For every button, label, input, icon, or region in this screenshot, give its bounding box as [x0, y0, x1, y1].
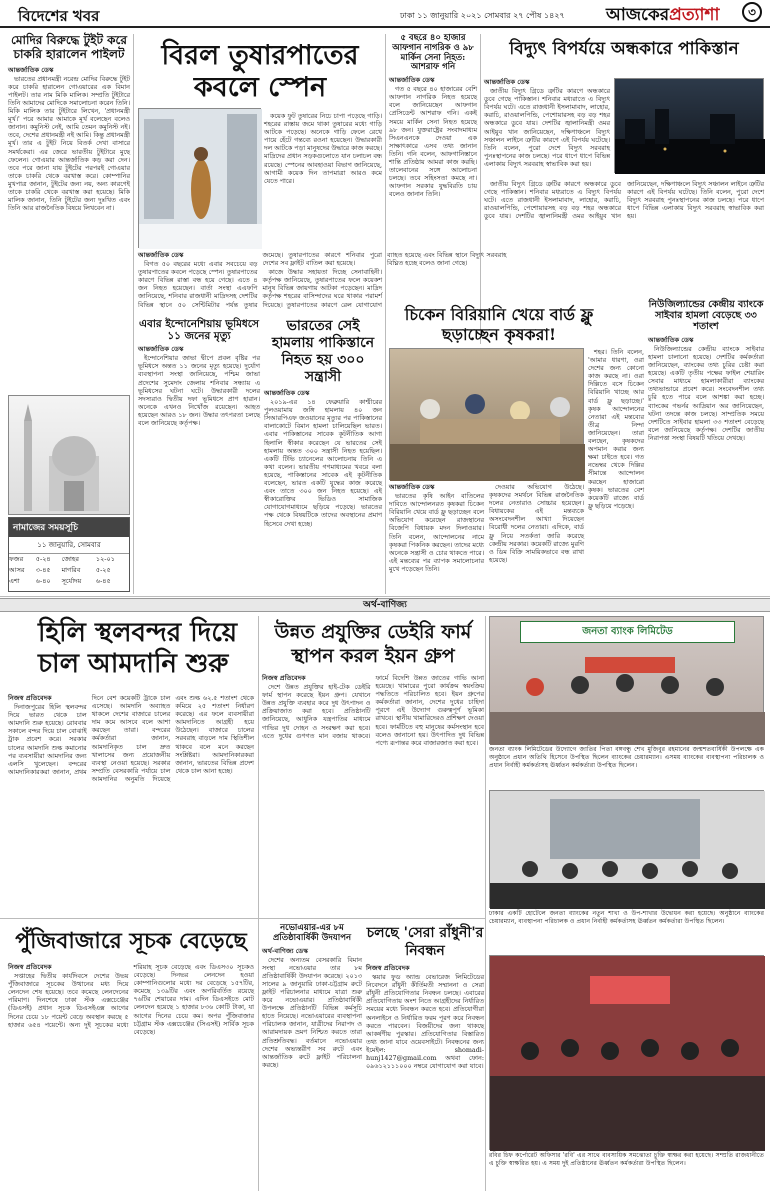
- agreement-illustration: [490, 956, 765, 1151]
- prayer-date: ১১ জানুয়ারি, সোমবার: [9, 537, 129, 554]
- mosque-illustration: [9, 396, 131, 516]
- chef-article: [366, 924, 484, 1189]
- night-city-illustration: [615, 79, 765, 174]
- nz-article: [648, 300, 764, 594]
- pak-attack-body: ২০১৯-এর ১৪ ফেব্রুয়ারি কাশ্মীরের পুলওয়ামায় জঙ্গি হামলায় ৪০ জন সিআরপিএফ জওয়ানের মৃত্যুর পর পাকিস্তানের বালাকোটে বিমান হামলা চালিয়েছিল ভারত। এবার পাকিস্তানের সাবেক কূটনীতিক আগা হিলালি স্বীকার করেছেন যে ভারতের সেই হামলায় অন্তত ৩০০ সন্ত্রাসী নিহত হয়েছিল। একটি টিভি চ্যানেলের আলোচনায় তিনি এ কথা বলেন। ভারতীয় গণমাধ্যমের খবরে বলা হয়েছে, পাকিস্তানের সাবেক এই কূটনীতিক বলেছেন, ভারত একটি যুদ্ধের কাজ করেছে এবং তাতে ৩০০ জন নিহত হয়েছে। এই স্বীকারোক্তির ভিডিও সামাজিক যোগাযোগমাধ্যমে ছড়িয়ে পড়েছে। ভারতের পক্ষ থেকে বিষয়টিকে তাদের অবস্থানের প্রমাণ হিসেবে দেখা হচ্ছে।: [264, 398, 382, 528]
- snow-scene-illustration: [139, 109, 262, 249]
- spain-body-bottom: [138, 251, 507, 313]
- modi-article: [8, 34, 130, 389]
- pakistan-power-body-cont: [484, 180, 764, 298]
- dairy-desk: নিজস্ব প্রতিবেদক: [262, 674, 306, 682]
- spain-body-3: কাজে উদ্ধার সহায়তা দিচ্ছে সেনাবাহিনী। কর্তৃপক্ষ জানিয়েছে, তুষারপাতের ফলে কয়েকশ মানুষ বিভিন্ন জায়গায় আটকা পড়েছেন। মাদ্রিদ কর্তৃপক্ষ শহরের বাসিন্দাদের ঘরে থাকার পরামর্শ দিয়েছে। তুষারপাতের কারণে রেল যোগাযোগ ব্যাহত হয়েছে এবং বিভিন্ন স্থানে বিদ্যুৎ সরবরাহ বিঘ্নিত হচ্ছে বলেও জানা গেছে।: [262, 251, 507, 309]
- pakistan-power-body: [484, 78, 610, 178]
- spain-headline: বিরল তুষারপাতের কবলে স্পেন: [161, 40, 359, 103]
- stock-article: [8, 924, 254, 1189]
- birdflu-body-main: [389, 483, 584, 593]
- column-rule: [133, 34, 134, 594]
- dairy-headline: উন্নত প্রযুক্তির ডেইরি ফার্ম স্থাপন করল ইয়ন গ্রুপ: [274, 621, 472, 667]
- modi-body: ভারতের প্রধানমন্ত্রী নরেন্দ্র মোদির বিরুদ্ধে টুইট করে চাকরি হারালেন গোএয়ারের এক বিমান পাইলট। তার নাম মিকি মালিক। সম্প্রতি টুইটারে তিনি আমাদের মোদিকে সমালোচনা করেন তিনি। মিকি মালিক তার টুইটারে লিখেন, 'প্রধানমন্ত্রী মূর্খ।' পরে আমার আমাকে মূর্খ বলেছেন বলেও জানান। কমুনিস্ট নেই, আমি তেমন কমুনিস্ট নই। তবে, দেশের প্রধানমন্ত্রী নই আমি। কিন্তু প্রধানমন্ত্রী মূর্খ। তার এ টুইট নিয়ে বিতর্ক দেখা বাসারে সমর্থকেরা। এর জেরে ভারতীয় টুইটারে মুছে ফেলেন। গোএয়ার আন্তর্জাতিক কড় করা দেন। তবে পরে জানা যায় টুইটের পরপরই গোএয়ার তাকে চাকরি থেকে বরখাস্ত করে। কোম্পানির মুখপাত্র জানান, টুইটের জন্য নয়, অন্য কারণেই তাকে চাকরি থেকে বরখাস্ত করা হয়েছে। মিকি মালিক জানান, তিনি টুইটের জন্য দুঃখিত এবং তিনি আর রাজনৈতিক বিষয়ে লিখবেন না।: [8, 74, 130, 213]
- dairy-article: [262, 616, 484, 916]
- afghan-article: [389, 34, 477, 344]
- birdflu-body-side: [588, 348, 644, 593]
- mosque-photo: [8, 395, 130, 515]
- economy-section-bar: [0, 598, 770, 612]
- janata-bank-photo: [489, 616, 764, 744]
- hili-body: [8, 694, 254, 916]
- birdflu-body-2: শহর। তিনি বলেন, 'আমার ধারণা, ওরা দেশের জন্য কোনো কাজ করছে না। ওরা দিল্লিতে বসে চিকেন বিরিয়ানি খাচ্ছে আর বার্ড ফ্লু ছড়াচ্ছে।' কৃষক আন্দোলনের নেতারা এই মন্তব্যের তীব্র নিন্দা জানিয়েছেন। তারা বলছেন, কৃষকদের অপমান করার জন্য ক্ষমা চাইতে হবে। গত নভেম্বর থেকে দিল্লির সীমান্তে আন্দোলন করছেন হাজারো কৃষক। ভারতের বেশ কয়েকটি রাজ্যে বার্ড ফ্লু ছড়িয়ে পড়েছে।: [588, 348, 644, 510]
- novoair-desk: অর্থ-বাণিজ্য ডেস্ক: [262, 946, 308, 955]
- birdflu-headline: চিকেন বিরিয়ানি খেয়ে বার্ড ফ্লু ছড়াচ্ছেন কৃষকরা!: [404, 305, 594, 344]
- birdflu-desk: আন্তর্জাতিক ডেস্ক: [389, 483, 435, 491]
- spain-body-col1: [264, 112, 382, 248]
- ceremony-illustration: [490, 617, 765, 745]
- branch-caption: ঢাকার একটি হোটেলে জনতা ব্যাংকের নতুন শাখা ও উপ-শাখার উদ্বোধন করা হয়েছে। অনুষ্ঠানে ব্যাংকের চেয়ারম্যান, ব্যবস্থাপনা পরিচালক ও প্রধান নির্বাহী কর্মকর্তাসহ ঊর্ধ্বতন কর্মকর্তারা উপস্থিত ছিলেন।: [489, 910, 764, 925]
- column-rule: [385, 34, 386, 594]
- pakistan-power-body-more: জাতীয় বিদ্যুৎ গ্রিডে ত্রুটির কারণে অন্ধকারে ডুবে গেছে পাকিস্তান। শনিবার মধ্যরাতে এ বিদ্যুৎ বিপর্যয় ঘটে। এতে রাজধানী ইসলামাবাদ, লাহোর, করাচি, রাওয়ালপিন্ডি, পেশোয়ারসহ বড় বড় শহর অন্ধকারে ডুবে যায়। দেশটির জ্বালানিমন্ত্রী ওমর আইয়ুব খান জানিয়েছেন, দক্ষিণাঞ্চলে বিদ্যুৎ সঞ্চালন লাইনে ত্রুটির কারণে এই বিপর্যয় ঘটেছে। তিনি বলেন, পুরো দেশে বিদ্যুৎ সরবরাহ পুনঃস্থাপনের কাজ চলছে। পরে ধাপে ধাপে বিভিন্ন এলাকায় বিদ্যুৎ সরবরাহ স্বাভাবিক করা হয়।: [484, 180, 764, 221]
- section-rule: [0, 596, 770, 597]
- birdflu-body-1: ভারতের কৃষি আইন বাতিলের দাবিতে আন্দোলনরত কৃষকরা চিকেন বিরিয়ানি খেয়ে বার্ড ফ্লু ছড়াচ্ছেন বলে অভিযোগ করেছেন রাজস্থানের বিজেপি বিধায়ক মদন দিলাওয়ার। তিনি বলেন, আন্দোলনের নামে কৃষকরা পিকনিক করছেন। তাদের মধ্যে অনেকে সন্ত্রাসী ও চোর থাকতে পারে। এই মন্তব্যের পর ব্যাপক সমালোচনার মুখে পড়েছেন তিনি।: [389, 492, 484, 573]
- modi-headline: মোদির বিরুদ্ধে টুইট করে চাকরি হারালেন পাইলট: [11, 33, 127, 61]
- pakistan-power-desk: আন্তর্জাতিক ডেস্ক: [484, 78, 530, 86]
- section-label: বিদেশের খবর: [18, 7, 100, 25]
- janata-caption: জনতা ব্যাংক লিমিটেডের উদ্যোগে জাতির পিতা বঙ্গবন্ধু শেখ মুজিবুর রহমানের জন্মশতবার্ষিকী উপলক্ষে এক অনুষ্ঠানে প্রধান অতিথি হিসেবে উপস্থিত ছিলেন ব্যাংকের চেয়ারম্যান। এসময় ব্যাংকের ব্যবস্থাপনা পরিচালক ও প্রধান নির্বাহী কর্মকর্তাসহ ঊর্ধ্বতন কর্মকর্তারা উপস্থিত ছিলেন।: [489, 746, 764, 769]
- pakistan-dark-photo: [614, 78, 764, 173]
- spain-snow-photo: [138, 108, 261, 248]
- spain-body-1: বিগত ৫০ বছরের মধ্যে এবার সবচেয়ে বড় তুষারপাতের কবলে পড়েছে স্পেন। তুষারপাতের কারণে বিভিন্ন রাস্তা বন্ধ হয়ে গেছে। এতে ৪ জন নিহত হয়েছেন। বার্তা সংস্থা এএফপি জানিয়েছে, শনিবার রাজধানী মাদ্রিদসহ দেশটির বিভিন্ন স্থানে ৫০ সেন্টিমিটার পর্যন্ত তুষার জমেছে। তুষারপাতের কারণে শনিবার পুরো দেশের সব ফ্লাইট বাতিল করা হয়েছে।: [138, 251, 382, 309]
- novoair-article: [262, 924, 362, 1189]
- farmers-eating-illustration: [390, 349, 585, 481]
- nz-body: নিউজিল্যান্ডের কেন্দ্রীয় ব্যাংকে সাইবার হামলা চালানো হয়েছে। দেশটির কর্মকর্তারা জানিয়েছেন, ব্যাংকের তথ্য চুরির চেষ্টা করা হয়েছে। একটি তৃতীয় পক্ষের ফাইল শেয়ারিং সেবার মাধ্যমে হামলাকারীরা ব্যাংকের তথ্যভান্ডারে প্রবেশ করে। সংবেদনশীল তথ্য চুরি হতে পারে বলে আশঙ্কা করা হচ্ছে। ব্যাংকের গভর্নর আদ্রিয়ান অর জানিয়েছেন, ঘটনা তদন্তে কাজ চলছে। সাম্প্রতিক সময়ে দেশটিতে সাইবার হামলা ৩৩ শতাংশ বেড়েছে বলে জানিয়েছে কর্তৃপক্ষ। দেশটির জাতীয় নিরাপত্তা সংস্থা বিষয়টি খতিয়ে দেখছে।: [648, 344, 764, 442]
- chef-headline: চলছে 'সেরা রাঁধুনী'র নিবন্ধন: [366, 925, 484, 959]
- indonesia-desk: আন্তর্জাতিক ডেস্ক: [138, 345, 184, 354]
- pak-attack-article: [264, 318, 382, 594]
- masthead: [606, 2, 719, 30]
- afghan-desk: আন্তর্জাতিক ডেস্ক: [389, 76, 435, 85]
- agreement-caption: রবির চিফ কর্পোরেট অফিসার 'রবি' এর সাথে ব্যবসায়িক সমঝোতা চুক্তি স্বাক্ষর করা হয়েছে। সম্প্রতি রাজধানীতে এ চুক্তি স্বাক্ষরিত হয়। এ সময় দুই প্রতিষ্ঠানের ঊর্ধ্বতন কর্মকর্তারা উপস্থিত ছিলেন।: [489, 1152, 764, 1167]
- birdflu-farmers-photo: [389, 348, 584, 480]
- birdflu-body-3: দেওয়ার অভিযোগ উঠেছে। কৃষকদের সমর্থনে বিভিন্ন রাজনৈতিক দলের নেতারাও সোচ্চার হয়েছেন। বিধায়কের এই মন্তব্যকে অসংবেদনশীল আখ্যা দিয়েছেন বিরোধী দলের নেতারা। এদিকে, বার্ড ফ্লু নিয়ে সতর্কতা জারি করেছে কেন্দ্রীয় সরকার। কয়েকটি রাজ্যে মুরগি ও ডিম বিক্রি সাময়িকভাবে বন্ধ রাখা হয়েছে।: [489, 483, 584, 564]
- dairy-body: দেশে উন্নত প্রযুক্তির হাই-টেক ডেইরি ফার্ম স্থাপন করেছে ইয়ন গ্রুপ। যেখানে উন্নত প্রযুক্তি ব্যবহার করে দুধ উৎপাদন ও প্রক্রিয়াজাত করা হবে। প্রতিষ্ঠানটি জানিয়েছে, আধুনিক যন্ত্রপাতির মাধ্যমে গাভির দুধ দোহন ও সংরক্ষণ করা হবে। এতে দুধের গুণগত মান বজায় থাকবে। ফার্মে বিদেশি উন্নত জাতের গাভি আনা হয়েছে। খামারের পুরো কার্যক্রম স্বয়ংক্রিয় পদ্ধতিতে পরিচালিত হবে। ইয়ন গ্রুপের কর্মকর্তারা জানান, দেশের দুধের চাহিদা পূরণে এই উদ্যোগ গুরুত্বপূর্ণ ভূমিকা রাখবে। স্থানীয় খামারিদেরও প্রশিক্ষণ দেওয়া হবে। ফার্মটিতে বহু মানুষের কর্মসংস্থান হবে বলেও জানানো হয়। উৎপাদিত দুধ বিভিন্ন পণ্যে রূপান্তর করে বাজারজাত করা হবে।: [262, 674, 484, 747]
- chef-desk: নিজস্ব প্রতিবেদক: [366, 964, 410, 972]
- branch-opening-illustration: [490, 791, 765, 909]
- modi-desk: আন্তর্জাতিক ডেস্ক: [8, 65, 54, 74]
- spain-body-2: কয়েক ফুট তুষারের নিচে চাপা পড়েছে গাড়ি। শহরের রাস্তায় জমে থাকা তুষারের মধ্যে গাড়ি আটকে পড়েছে। অনেকে গাড়ি ফেলে রেখে পায়ে হেঁটে গন্তব্যে রওনা হয়েছেন। উদ্ধারকারী দল আটকে পড়া মানুষদের উদ্ধারে কাজ করছে। মাদ্রিদের প্রধান সড়কগুলোতে যান চলাচল বন্ধ রয়েছে। স্পেনের আবহাওয়া বিভাগ জানিয়েছে, আগামী কয়েক দিন তাপমাত্রা আরও কমে যেতে পারে।: [264, 112, 382, 185]
- nz-desk: আন্তর্জাতিক ডেস্ক: [648, 335, 694, 344]
- page-header: [0, 0, 770, 28]
- hili-headline: হিলি স্থলবন্দর দিয়ে চাল আমদানি শুরু: [38, 618, 238, 679]
- agreement-photo: [489, 955, 764, 1150]
- branch-opening-photo: [489, 790, 764, 908]
- indonesia-headline: এবার ইন্দোনেশিয়ায় ভূমিধসে ১১ জনের মৃত্যু: [139, 318, 259, 343]
- novoair-body: দেশের অন্যতম বেসরকারি বিমান সংস্থা নভোএয়ার তার ৮ম প্রতিষ্ঠাবার্ষিকী উদযাপন করেছে। ২০১৩ সালের ৯ জানুয়ারি ঢাকা-চট্টগ্রাম রুটে ফ্লাইট পরিচালনার মাধ্যমে যাত্রা শুরু করে নভোএয়ার। প্রতিষ্ঠাবার্ষিকী উপলক্ষে প্রতিষ্ঠানটি বিভিন্ন কর্মসূচি হাতে নিয়েছে। নভোএয়ারের ব্যবস্থাপনা পরিচালক জানান, যাত্রীদের নিরাপদ ও আরামদায়ক ভ্রমণ নিশ্চিত করতে তারা প্রতিশ্রুতিবদ্ধ। বর্তমানে নভোএয়ার দেশের অভ্যন্তরীণ সব রুটে এবং আন্তর্জাতিক রুটে ফ্লাইট পরিচালনা করছে।: [262, 955, 362, 1069]
- pak-attack-headline: ভারতের সেই হামলায় পাকিস্তানে নিহত হয় ৩০০ সন্ত্রাসী: [271, 318, 375, 385]
- pakistan-power-body-text: জাতীয় বিদ্যুৎ গ্রিডে ত্রুটির কারণে অন্ধকারে ডুবে গেছে পাকিস্তান। শনিবার মধ্যরাতে এ বিদ্যুৎ বিপর্যয় ঘটে। এতে রাজধানী ইসলামাবাদ, লাহোর, করাচি, রাওয়ালপিন্ডি, পেশোয়ারসহ বড় বড় শহর অন্ধকারে ডুবে যায়। দেশটির জ্বালানিমন্ত্রী ওমর আইয়ুব খান জানিয়েছেন, দক্ষিণাঞ্চলে বিদ্যুৎ সঞ্চালন লাইনে ত্রুটির কারণে এই বিপর্যয় ঘটেছে। তিনি বলেন, পুরো দেশে বিদ্যুৎ সরবরাহ পুনঃস্থাপনের কাজ চলছে। পরে ধাপে ধাপে বিভিন্ন এলাকায় বিদ্যুৎ সরবরাহ স্বাভাবিক করা হয়।: [484, 87, 610, 168]
- hili-body-text: দিনাজপুরের হিলি স্থলবন্দর দিয়ে ভারত থেকে চাল আমদানি শুরু হয়েছে। রোববার সকালে বন্দর দিয়ে চাল বোঝাই ট্রাক প্রবেশ করে। সরকার চালের আমদানি শুল্ক কমানোর পর ব্যবসায়ীরা আমদানির জন্য এলসি খুলেছেন। বন্দরের আমদানিকারকরা জানান, প্রথম দিনে বেশ কয়েকটি ট্রাকে চাল এসেছে। আমদানি অব্যাহত থাকলে দেশের বাজারে চালের দাম কমে আসবে বলে আশা করছেন তারা। বন্দরের কর্মকর্তারা জানান, আমদানিকৃত চাল দ্রুত খালাসের জন্য প্রয়োজনীয় ব্যবস্থা নেওয়া হয়েছে। সরকার সম্প্রতি বেসরকারি পর্যায়ে চাল আমদানির অনুমতি দিয়েছে এবং শুল্ক ৬২.৫ শতাংশ থেকে কমিয়ে ২৫ শতাংশ নির্ধারণ করেছে। এর ফলে ব্যবসায়ীরা আমদানিতে আগ্রহী হয়ে উঠেছেন। বাজারে চালের সরবরাহ বাড়লে দাম স্থিতিশীল থাকবে বলে মনে করছেন সংশ্লিষ্টরা। আমদানিকারকরা জানান, ভারতের বিভিন্ন প্রদেশ থেকে চাল আনা হচ্ছে।: [8, 694, 254, 783]
- column-rule: [480, 34, 481, 344]
- indonesia-body: ইন্দোনেশিয়ার জাভা দ্বীপে প্রবল বৃষ্টির পর ভূমিধসে অন্তত ১১ জনের মৃত্যু হয়েছে। দুর্যোগ ব্যবস্থাপনা সংস্থা জানিয়েছে, পশ্চিম জাভা প্রদেশের সুমেদাং জেলায় শনিবার সন্ধ্যায় এ ভূমিধসের ঘটনা ঘটে। উদ্ধারকারী দলের সদস্যরাও দ্বিতীয় দফা ভূমিধসে প্রাণ হারান। অনেকে এখনও নিখোঁজ রয়েছেন। আহত হয়েছেন আরও ১৮ জন। উদ্ধার তৎপরতা চলছে বলে জানিয়েছে কর্তৃপক্ষ।: [138, 354, 260, 427]
- pakistan-power-headline: বিদ্যুৎ বিপর্যয়ে অন্ধকারে পাকিস্তান: [509, 39, 739, 59]
- economy-label: অর্থ-বাণিজ্য: [363, 600, 407, 610]
- pak-attack-desk: আন্তর্জাতিক ডেস্ক: [264, 389, 310, 397]
- janata-banner: জনতা ব্যাংক লিমিটেড: [520, 621, 735, 643]
- novoair-headline: নভোএয়ার-এর ৮ম প্রতিষ্ঠাবার্ষিকী উদযাপন: [272, 923, 352, 943]
- stock-body: সপ্তাহের দ্বিতীয় কার্যদিবসে দেশের উভয় পুঁজিবাজারে সূচকের উত্থানের মধ্য দিয়ে লেনদেন শেষ হয়েছে। তবে কমেছে লেনদেনের পরিমাণ। দিনশেষে ঢাকা স্টক এক্সচেঞ্জের (ডিএসই) প্রধান সূচক ডিএসইএক্স আগের দিনের চেয়ে ১৮ পয়েন্ট বেড়ে অবস্থান করছে ৫ হাজার ৬৫৪ পয়েন্টে। অন্য দুই সূচকের মধ্যে শরিয়াহ সূচক বেড়েছে এবং ডিএস৩০ সূচকও বেড়েছে। দিনভর লেনদেন হওয়া কোম্পানিগুলোর মধ্যে দর বেড়েছে ১৫৭টির, কমেছে ১৩৯টির এবং অপরিবর্তিত রয়েছে ৭৬টির শেয়ারের দাম। এদিন ডিএসইতে মোট লেনদেন হয়েছে ১ হাজার ৮৩৬ কোটি টাকা, যা আগের দিনের চেয়ে কম। অপর পুঁজিবাজার চট্টগ্রাম স্টক এক্সচেঞ্জের (সিএসই) সার্বিক সূচক বেড়েছে।: [8, 963, 254, 1036]
- section-rule: [0, 918, 485, 919]
- prayer-title: নামাজের সময়সূচি: [9, 518, 129, 537]
- afghan-body: গত ৫ বছরে ৪০ হাজারের বেশি আফগান নাগরিক নিহত হয়েছে বলে জানিয়েছেন আফগান প্রেসিডেন্ট আশরাফ গনি। একই সময়ে মার্কিন সেনা নিহত হয়েছে ৯৮ জন। যুক্তরাষ্ট্রের সংবাদমাধ্যম সিএনএনকে দেওয়া এক সাক্ষাৎকারে এসব তথ্য জানান তিনি। গনি বলেন, আফগানিস্তানে শান্তি প্রতিষ্ঠায় আমরা কাজ করছি। তালেবানের সঙ্গে আলোচনা চলছে। তবে সহিংসতা কমছে না। আফগান সরকার যুদ্ধবিরতি চায় বলেও জানান তিনি।: [389, 85, 477, 199]
- dateline: ঢাকা ১১ জানুয়ারি ২০২১ সোমবার ২৭ পৌষ ১৪২৭: [400, 11, 565, 20]
- page-number: ৩: [742, 2, 762, 22]
- chef-body: স্কয়ার ফুড অ্যান্ড বেভারেজ লিমিটেডের নিবেদনে রাঁধুনী কীর্তিমতী সম্মাননা ও সেরা রাঁধুনী প্রতিযোগিতার নিবন্ধন চলছে। এবারের প্রতিযোগিতায় অংশ নিতে আগ্রহীদের নির্ধারিত সময়ের মধ্যে নিবন্ধন করতে হবে। প্রতিযোগীরা অনলাইনে ও নির্ধারিত ফরম পূরণ করে নিবন্ধন করতে পারবেন। বিজয়ীদের জন্য থাকছে আকর্ষণীয় পুরস্কার। প্রতিযোগিতার বিস্তারিত তথ্য জানা যাবে ওয়েবসাইটে। নিবন্ধনের জন্য ইমেইল: shomadi-hunj1427@gmail.com অথবা ফোন: ০৯৬১২১১১০০০ নম্বরে যোগাযোগ করা যাবে।: [366, 973, 484, 1071]
- column-rule: [485, 616, 486, 1191]
- prayer-times-box: [8, 517, 130, 592]
- masthead-right: প্রত্যাশা: [669, 5, 720, 25]
- stock-desk: নিজস্ব প্রতিবেদক: [8, 963, 52, 971]
- spain-desk: আন্তর্জাতিক ডেস্ক: [138, 251, 184, 259]
- hili-desk: নিজস্ব প্রতিবেদক: [8, 694, 52, 702]
- afghan-headline: ৫ বছরে ৪০ হাজার আফগান নাগরিক ও ৯৮ মার্কিন সেনা নিহত: আশরাফ গনি: [392, 33, 474, 73]
- nz-headline: নিউজিল্যান্ডের কেন্দ্রীয় ব্যাংকে সাইবার হামলা বেড়েছে ৩৩ শতাংশ: [648, 299, 764, 332]
- stock-headline: পুঁজিবাজারে সূচক বেড়েছে: [15, 928, 247, 954]
- prayer-table: ফজর ৫-২৪ জোহর ১২-০১ আসর ৩-৪৫ মাগরিব ৫-২৫ এশা ৬-৪০ সূর্যোদয় ৬-৪৫: [9, 555, 115, 585]
- indonesia-article: [138, 318, 260, 594]
- masthead-left: আজকের: [606, 5, 670, 25]
- birdflu-article: [389, 305, 609, 345]
